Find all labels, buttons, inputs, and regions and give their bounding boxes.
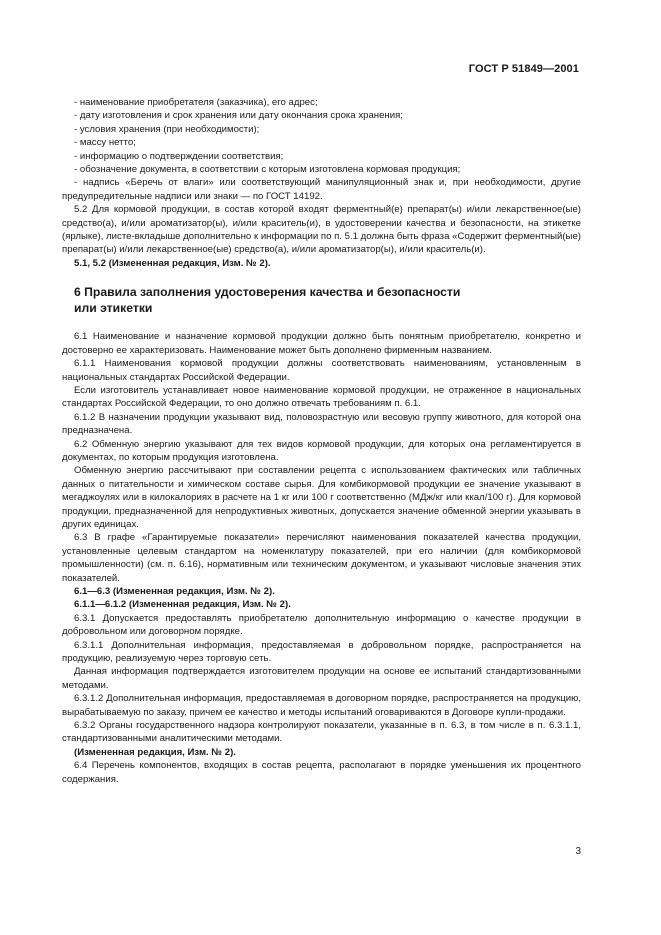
paragraph-6-1-1-continued: Если изготовитель устанавливает новое наименование кормовой продукции, не отраженное в национальных стандартах Российской Федерации, то оно должно отвечать требованиям п. 6.1. (62, 384, 581, 410)
amendment-note: (Измененная редакция, Изм. № 2). (74, 746, 236, 758)
paragraph-6-3-2: 6.3.2 Органы государственного надзора контролируют показатели, указанные в п. 6.3, в том числе в п. 6.3.1.1, стандартизованными аналитическими методами. (62, 720, 581, 745)
paragraph-6-3-1: 6.3.1 Допускается предоставлять приобретателю дополнительную информацию о качестве продукции в добровольном или договорном порядке. (62, 612, 581, 638)
bullet-item: - дату изготовления и срок хранения или дату окончания срока хранения; (74, 110, 403, 122)
paragraph-6-3-1-1-continued: Данная информация подтверждается изготовителем продукции на основе ее испытаний стандартизованными методами. (62, 666, 581, 691)
paragraph-6-4: 6.4 Перечень компонентов, входящих в состав рецепта, располагают в порядке уменьшения их процентного содержания. (62, 760, 581, 785)
paragraph-6-3: 6.3 В графе «Гарантируемые показатели» перечисляют наименования показателей качества продукции, установленные целевым стандартом на номенклатуру показателей, при его наличии (для комбикормовой промышленности) (см. п. 6.16), нормативным или техническим документом, и указывают числовые значения этих показателей. (62, 532, 581, 584)
paragraph-6-3-1-2: 6.3.1.2 Дополнительная информация, предоставляемая в договорном порядке, распространяется на продукцию, вырабатываемую по заказу, причем ее качество и методы испытаний оговариваются в Договоре купли-продажи. (62, 693, 581, 718)
bullet-item: - информацию о подтверждении соответствия; (74, 150, 284, 162)
section-6-title-line1: 6 Правила заполнения удостоверения качества и безопасности (74, 285, 461, 300)
paragraph-6-1: 6.1 Наименование и назначение кормовой продукции должно быть понятным приобретателю, конкретно и достоверно ее характеризовать. Наименование может быть дополнено фирменным названием. (62, 331, 581, 356)
paragraph-6-2: 6.2 Обменную энергию указывают для тех видов кормовой продукции, для которых она регламентируется в документах, по которым продукция изготовлена. (62, 438, 581, 463)
paragraph-5-2: 5.2 Для кормовой продукции, в состав которой входят ферментный(е) препарат(ы) и/или лекарственное(ые) средство(а), и/или ароматизатор(ы), и/или краситель(и), в удостоверении качества и безопасности, на этикетке (ярлыке), листе-вкладыше дополнительно к информации по п. 5.1 должна быть фраза «Содержит ферментный(ые) препарат(ы) и/или лекарственное(ые) средство(а), и/или ароматизатор(ы), и/или краситель(и). (62, 204, 581, 256)
bullet-item: - массу нетто; (74, 137, 136, 149)
document-header: ГОСТ Р 51849—2001 (468, 63, 579, 75)
paragraph-6-1-2: 6.1.2 В назначении продукции указывают вид, половозрастную или весовую группу животного, для которой она предназначена. (62, 411, 581, 437)
bullet-item-last: - надпись «Беречь от влаги» или соответствующий манипуляционный знак и, при необходимости, другие предупредительные надписи или знаки — по ГОСТ 14192. (62, 177, 581, 202)
page-content (62, 96, 581, 786)
amendment-note: 6.1.1—6.1.2 (Измененная редакция, Изм. № 2). (74, 599, 291, 611)
section-6-title-line2: или этикетки (74, 300, 153, 315)
amendment-note: 6.1—6.3 (Измененная редакция, Изм. № 2). (74, 586, 275, 597)
bullet-item: - условия хранения (при необходимости); (74, 123, 260, 135)
bullet-item: - обозначение документа, в соответствии с которым изготовлена кормовая продукция; (74, 164, 461, 176)
paragraph-6-2-continued: Обменную энергию рассчитывают при составлении рецепта с использованием фактических или табличных данных о питательности и химическом составе сырья. Для комбикормовой продукции ее значение указывают в мегаджоулях или в килокалориях в расчете на 1 кг или 100 г соответственно (МДж/кг или ккал/100 г). Для кормовой продукции, предназначенной для непродуктивных животных, допускается значение обменной энергии указывать в других единицах. (62, 465, 581, 530)
page-number: 3 (575, 846, 581, 857)
bullet-item: - наименование приобретателя (заказчика), его адрес; (74, 97, 318, 108)
paragraph-6-3-1-1: 6.3.1.1 Дополнительная информация, предоставляемая в добровольном порядке, распространяется на продукцию, реализуемую через торговую сеть. (62, 639, 581, 665)
section-6-heading (74, 285, 581, 316)
paragraph-6-1-1: 6.1.1 Наименования кормовой продукции должны соответствовать наименованиям, установленным в национальных стандартах Российской Федерации. (62, 358, 581, 383)
amendment-note: 5.1, 5.2 (Измененная редакция, Изм. № 2). (74, 257, 271, 269)
